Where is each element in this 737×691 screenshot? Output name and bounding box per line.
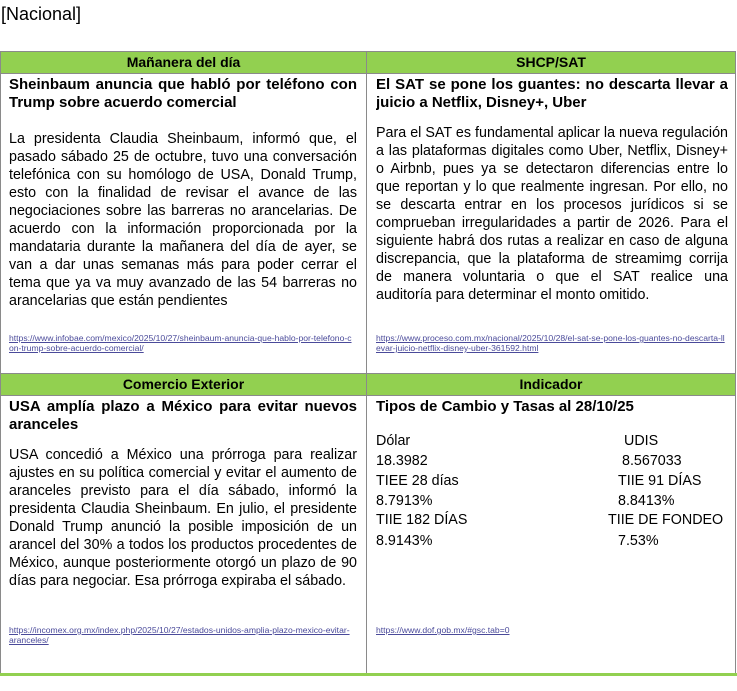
body-manianera: La presidenta Claudia Sheinbaum, informó que, el pasado sábado 25 de octubre, tuvo una conversación telefónica con su homólogo de USA, Donald Trump, esto con la finalidad de revisar el avance de las negociaciones sobre las barreras no arancelarias. De acuerdo con la información proporcionada por la mandataria durante la mañanera del día de ayer, se van a dar unas semanas más para poder cerrar el tema que ya va muy avanzado de las 54 barreras no arancelarias que están pendientes: [9, 131, 357, 309]
tiee28-value: 8.7913%: [376, 493, 433, 509]
link-comercio-exterior[interactable]: https://incomex.org.mx/index.php/2025/10/27/estados-unidos-amplia-plazo-mexico-evitar-aranceles/: [9, 625, 350, 645]
tiie91-value: 8.8413%: [618, 493, 675, 509]
body-comercio-exterior: USA concedió a México una prórroga para realizar ajustes en su política comercial y evitar el aumento de aranceles previsto para el día sábado, informó la presidenta Claudia Sheinbaum. En julio, el presidente Donald Trump anunció la posible imposición de un arancel del 30% a todos los productos procedentes de México, aunque posteriormente otorgó un plazo de 90 días para negociar. Esa prórroga expiraba el sábado.: [9, 447, 357, 589]
tiie-fondeo-label: TIIE DE FONDEO: [608, 512, 724, 528]
udis-label: UDIS: [624, 433, 659, 449]
cell-comercio-exterior: [9, 398, 357, 623]
cell-shcp-sat: [376, 76, 728, 366]
cell-manianera: [9, 76, 357, 366]
tiee28-label: TIEE 28 días: [376, 473, 459, 489]
udis-value: 8.567033: [622, 453, 682, 469]
table-left-border: [0, 51, 1, 673]
news-table: [0, 51, 736, 691]
tiie-fondeo-value: 7.53%: [618, 533, 659, 549]
dolar-label: Dólar: [376, 433, 411, 449]
header-manianera: Mañanera del día: [1, 52, 366, 73]
header-row2-border: [0, 395, 736, 396]
headline-shcp-sat: El SAT se pone los guantes: no descarta llevar a juicio a Netflix, Disney+, Uber: [376, 76, 728, 111]
header-indicador: Indicador: [367, 374, 735, 395]
link-shcp-sat[interactable]: https://www.proceso.com.mx/nacional/2025/10/28/el-sat-se-pone-los-guantes-no-descarta-llevar-juicio-netflix-disney-uber-361592.html: [376, 333, 725, 353]
tiie91-label: TIIE 91 DÍAS: [618, 473, 702, 489]
cell-indicador: [376, 398, 728, 422]
table-center-border: [366, 51, 367, 673]
tiie182-value: 8.9143%: [376, 533, 433, 549]
headline-manianera: Sheinbaum anuncia que habló por teléfono con Trump sobre acuerdo comercial: [9, 76, 357, 111]
header-row1-border: [0, 73, 736, 74]
section-label: [Nacional]: [1, 4, 82, 24]
link-indicador[interactable]: https://www.dof.gob.mx/#gsc.tab=0: [376, 625, 510, 635]
headline-indicador: Tipos de Cambio y Tasas al 28/10/25: [376, 398, 634, 415]
header-shcp-sat: SHCP/SAT: [367, 52, 735, 73]
header-comercio-exterior: Comercio Exterior: [1, 374, 366, 395]
link-manianera[interactable]: https://www.infobae.com/mexico/2025/10/27/sheinbaum-anuncia-que-hablo-por-telefono-con-trump-sobre-acuerdo-comercial/: [9, 333, 352, 353]
dolar-value: 18.3982: [376, 453, 428, 469]
table-right-border: [735, 51, 736, 673]
headline-comercio-exterior: USA amplía plazo a México para evitar nuevos aranceles: [9, 398, 357, 433]
tiie182-label: TIIE 182 DÍAS: [376, 512, 468, 528]
body-shcp-sat: Para el SAT es fundamental aplicar la nueva regulación a las plataformas digitales como Uber, Netflix, Disney+ o Airbnb, pues ya se detectaron diferencias entre lo que reportan y lo que realmente ingresan. Por ello, no se descarta entrar en los procesos jurídicos si se comprueban irregularidades a partir de 2026. Para el siguiente habrá dos rutas a realizar en caso de alguna discrepancia, que la plataforma de streamimg corrija de manera voluntaria o que el SAT realice una auditoría para determinar el monto omitido.: [376, 125, 728, 303]
